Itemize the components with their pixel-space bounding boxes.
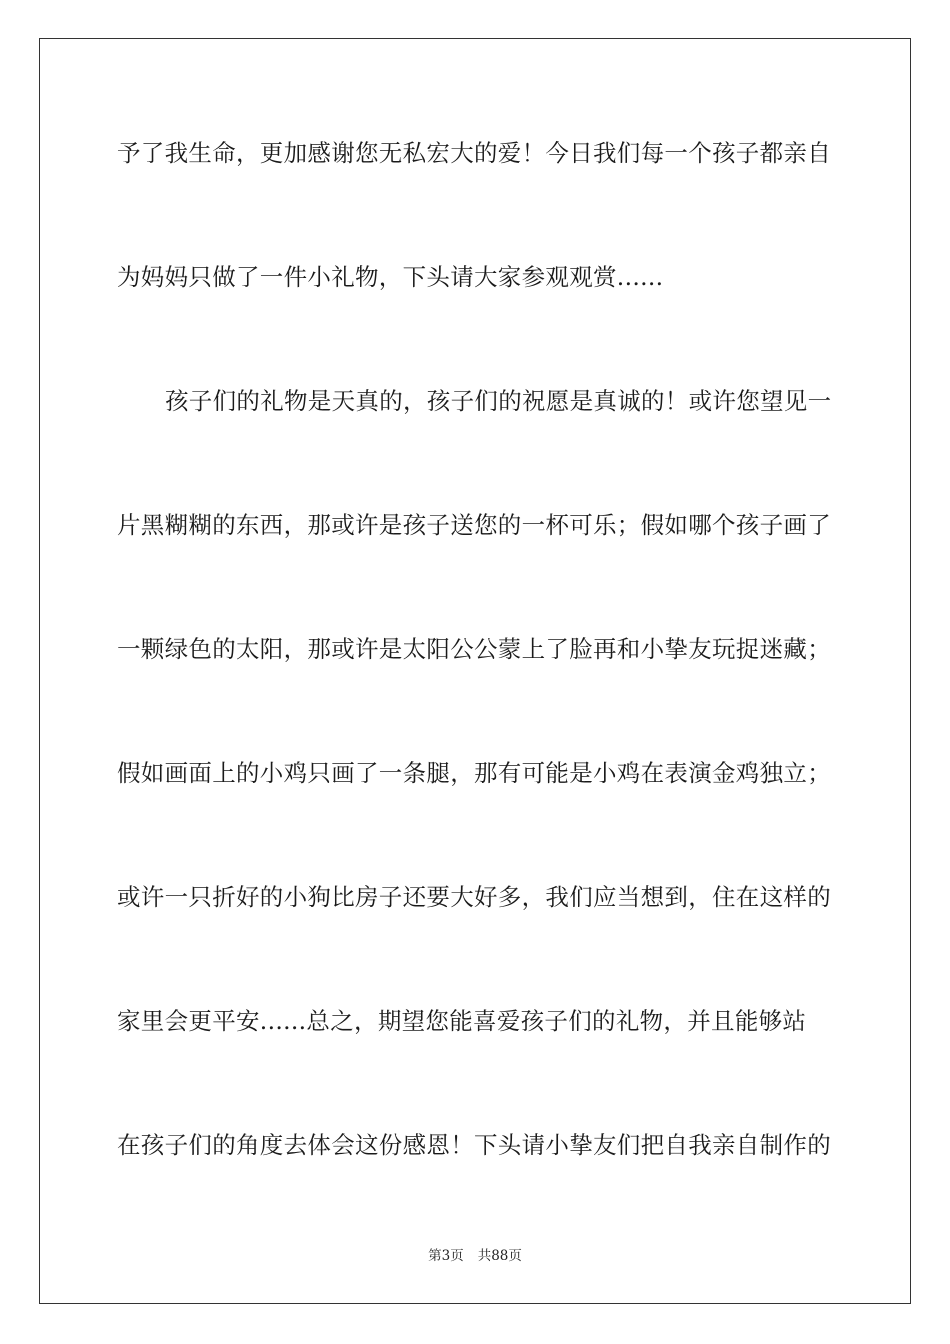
- body-line: 假如画面上的小鸡只画了一条腿，那有可能是小鸡在表演金鸡独立；: [117, 759, 831, 787]
- page-total: 共88页: [477, 1248, 522, 1264]
- page-border: [39, 38, 911, 1304]
- body-line: 为妈妈只做了一件小礼物，下头请大家参观观赏......: [117, 263, 664, 291]
- page-number: 第3页: [428, 1248, 464, 1264]
- body-line: 家里会更平安......总之，期望您能喜爱孩子们的礼物，并且能够站: [117, 1007, 807, 1035]
- body-line: 一颗绿色的太阳，那或许是太阳公公蒙上了脸再和小挚友玩捉迷藏；: [117, 635, 831, 663]
- body-line: 予了我生命，更加感谢您无私宏大的爱！今日我们每一个孩子都亲自: [117, 139, 831, 167]
- body-line: 片黑糊糊的东西，那或许是孩子送您的一杯可乐；假如哪个孩子画了: [117, 511, 831, 539]
- body-line: 或许一只折好的小狗比房子还要大好多，我们应当想到，住在这样的: [117, 883, 831, 911]
- body-line: 在孩子们的角度去体会这份感恩！下头请小挚友们把自我亲自制作的: [117, 1131, 831, 1159]
- page-footer: [0, 1247, 950, 1265]
- paragraph-first-line: 孩子们的礼物是天真的，孩子们的祝愿是真诚的！或许您望见一: [165, 387, 832, 415]
